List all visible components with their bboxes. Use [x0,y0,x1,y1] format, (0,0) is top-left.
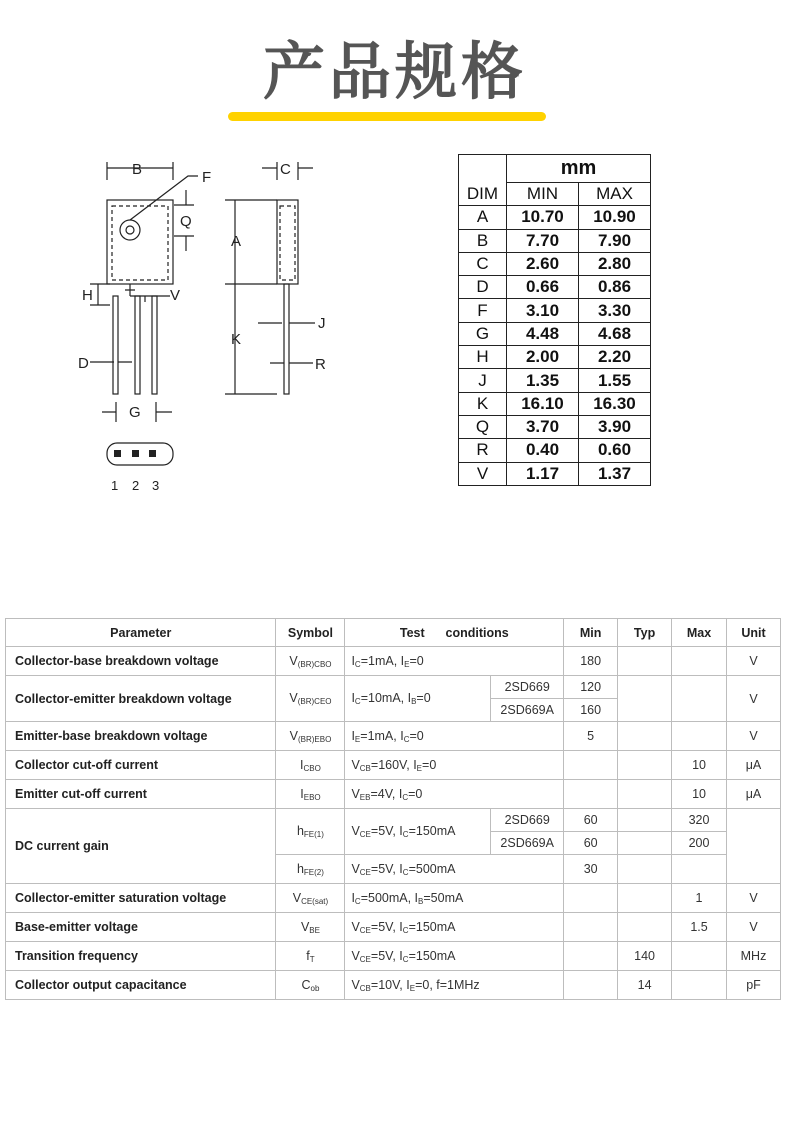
dim-label-v: V [170,287,181,304]
dim-row [459,206,651,229]
dim-row [459,229,651,252]
col-max: Max [672,619,727,647]
table-row: Collector cut-off current $I_{CBO}$ $V_{CB}=160V$, $I_E=0$ 10 μA [6,751,781,780]
dim-header: DIM [459,183,507,206]
dim-min-cell: 4.48 [507,322,579,345]
dim-min-cell: 2.60 [507,252,579,275]
dim-dim-cell: V [459,462,507,485]
dim-row [459,252,651,275]
table-row: Collector output capacitance $C_{ob}$ $V_{CB}=10V$, $I_E=0$, f=1MHz 14 pF [6,971,781,1000]
min-header: MIN [507,183,579,206]
table-row: Base-emitter voltage $V_{BE}$ $V_{CE}=5V$, $I_C=150mA$ 1.5 V [6,913,781,942]
unit-header: mm [507,155,651,183]
dim-row [459,322,651,345]
test-condition: $I_E=1mA$, $I_C=0$ [345,722,564,751]
col-test-conditions: Test conditions [345,619,564,647]
dim-row [459,346,651,369]
dim-dim-cell: C [459,252,507,275]
test-condition: $V_{CE}=5V$, $I_C=150mA$ [345,913,564,942]
dim-label-j: J [318,315,326,332]
dim-dim-cell: K [459,392,507,415]
dim-row [459,392,651,415]
dim-max-cell: 0.60 [579,439,651,462]
dim-min-cell: 1.35 [507,369,579,392]
test-condition: $V_{EB}=4V$, $I_C=0$ [345,780,564,809]
dim-label-f: F [202,169,212,186]
page-title: 产品规格 [262,35,527,108]
table-row: DC current gain $h_{FE(1)}$ $V_{CE}=5V$, $I_C=150mA$ 2SD669 60 320 [6,809,781,832]
dimension-table [458,154,651,486]
dim-dim-cell: A [459,206,507,229]
dim-label-k: K [231,331,242,348]
table-row: $h_{FE(2)}$ $V_{CE}=5V$, $I_C=500mA$ 30 [6,855,781,884]
max-header: MAX [579,183,651,206]
pin-label-2: 2 [132,478,140,493]
dim-max-cell: 7.90 [579,229,651,252]
dim-label-h: H [82,287,93,304]
dim-dim-cell: G [459,322,507,345]
dim-dim-cell: B [459,229,507,252]
table-row: Collector-base breakdown voltage $V_{(BR)CBO}$ $I_C=1mA$, $I_E=0$ 180 V [6,647,781,676]
dim-min-cell: 2.00 [507,346,579,369]
dim-max-cell: 0.86 [579,276,651,299]
dim-max-cell: 3.90 [579,415,651,438]
electrical-characteristics-table [5,618,781,1000]
dim-min-cell: 1.17 [507,462,579,485]
dim-dim-cell: Q [459,415,507,438]
dim-label-r: R [315,356,326,373]
dim-label-g: G [129,404,141,421]
dim-row [459,439,651,462]
dim-max-cell: 1.55 [579,369,651,392]
table-row: Transition frequency $f_T$ $V_{CE}=5V$, $I_C=150mA$ 140 MHz [6,942,781,971]
test-condition: $I_C=500mA$, $I_B=50mA$ [345,884,564,913]
dim-min-cell: 3.70 [507,415,579,438]
col-unit: Unit [726,619,780,647]
table-row: Collector-emitter saturation voltage $V_{CE(sat)}$ $I_C=500mA$, $I_B=50mA$ 1 V [6,884,781,913]
dim-min-cell: 10.70 [507,206,579,229]
dim-dim-cell: H [459,346,507,369]
table-row: Emitter-base breakdown voltage $V_{(BR)EBO}$ $I_E=1mA$, $I_C=0$ 5 V [6,722,781,751]
dim-dim-cell: R [459,439,507,462]
dim-max-cell: 10.90 [579,206,651,229]
test-condition: $V_{CB}=160V$, $I_E=0$ [345,751,564,780]
test-condition: $V_{CE}=5V$, $I_C=500mA$ [345,855,564,884]
pin-label-1: 1 [111,478,119,493]
test-condition: $I_C=10mA$, $I_B=0$ [345,676,491,722]
dim-min-cell: 3.10 [507,299,579,322]
dim-max-cell: 4.68 [579,322,651,345]
col-symbol: Symbol [276,619,345,647]
dim-max-cell: 2.80 [579,252,651,275]
dim-max-cell: 16.30 [579,392,651,415]
col-typ: Typ [618,619,672,647]
test-condition: $V_{CE}=5V$, $I_C=150mA$ [345,809,491,855]
dim-label-q: Q [180,213,192,230]
dim-label-a: A [231,233,242,250]
table-row: 2SD669A 160 [6,699,781,722]
dim-label-b: B [132,161,143,178]
pin-label-3: 3 [152,478,160,493]
dim-label-d: D [78,355,89,372]
dim-max-cell: 2.20 [579,346,651,369]
table-row: 2SD669A 60 200 [6,832,781,855]
test-condition: $V_{CB}=10V$, $I_E=0$, f=1MHz [345,971,564,1000]
dim-min-cell: 0.66 [507,276,579,299]
table-row: Collector-emitter breakdown voltage $V_{(BR)CEO}$ $I_C=10mA$, $I_B=0$ 2SD669 120 V [6,676,781,699]
dim-min-cell: 16.10 [507,392,579,415]
title-underline [228,112,546,121]
dim-row [459,462,651,485]
dim-max-cell: 1.37 [579,462,651,485]
dim-row [459,369,651,392]
dim-min-cell: 0.40 [507,439,579,462]
table-row: Emitter cut-off current $I_{EBO}$ $V_{EB}=4V$, $I_C=0$ 10 μA [6,780,781,809]
dim-row [459,276,651,299]
dim-row [459,415,651,438]
dim-dim-cell: D [459,276,507,299]
dim-min-cell: 7.70 [507,229,579,252]
dim-dim-cell: J [459,369,507,392]
col-min: Min [564,619,618,647]
col-parameter: Parameter [6,619,276,647]
dim-dim-cell: F [459,299,507,322]
dim-row [459,299,651,322]
dim-max-cell: 3.30 [579,299,651,322]
dim-label-c: C [280,161,291,178]
test-condition: $I_C=1mA$, $I_E=0$ [345,647,564,676]
test-condition: $V_{CE}=5V$, $I_C=150mA$ [345,942,564,971]
package-outline-drawing [70,150,370,500]
